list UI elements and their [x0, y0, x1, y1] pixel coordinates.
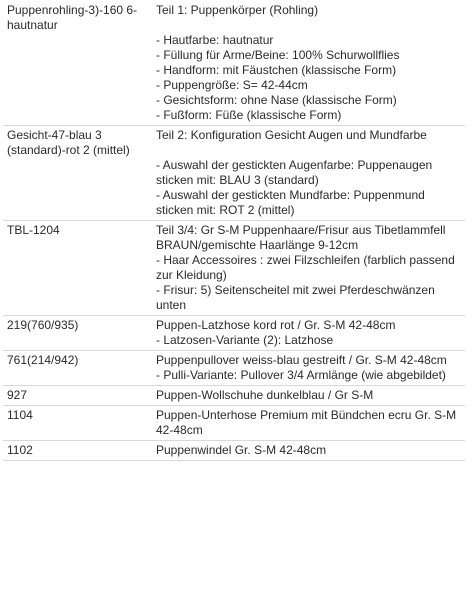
table-row [3, 126, 465, 221]
table-row [3, 441, 465, 461]
description-line: - Auswahl der gestickten Augenfarbe: Puppenaugen sticken mit: BLAU 3 (standard) [156, 158, 433, 187]
description-line: Puppenwindel Gr. S-M 42-48cm [156, 443, 327, 457]
description-line: Teil 2: Konfiguration Gesicht Augen und Mundfarbe [156, 128, 427, 142]
order-items-table [3, 1, 465, 461]
table-row [3, 1, 465, 126]
table-row [3, 221, 465, 316]
description-line: Teil 3/4: Gr S-M Puppenhaare/Frisur aus Tibetlammfell BRAUN/gemischte Haarlänge 9-12cm [156, 223, 446, 252]
item-code: 927 [7, 388, 28, 402]
table-row [3, 316, 465, 351]
table-row [3, 386, 465, 406]
item-code: 1102 [7, 443, 33, 457]
item-code: 219(760/935) [7, 318, 79, 332]
description-line: - Pulli-Variante: Pullover 3/4 Armlänge (wie abgebildet) [156, 368, 446, 382]
item-description [151, 1, 465, 125]
description-line: Teil 1: Puppenkörper (Rohling) [156, 3, 319, 17]
description-spacer [156, 143, 459, 158]
description-line: Puppen-Unterhose Premium mit Bündchen ecru Gr. S-M 42-48cm [156, 408, 457, 437]
item-code: TBL-1204 [7, 223, 60, 237]
description-line: Puppenpullover weiss-blau gestreift / Gr. S-M 42-48cm [156, 353, 447, 367]
item-code: Puppenrohling-3)-160 6-hautnatur [7, 3, 138, 32]
table-row [3, 406, 465, 441]
description-line: - Fußform: Füße (klassische Form) [156, 108, 342, 122]
description-line: Puppen-Latzhose kord rot / Gr. S-M 42-48cm [156, 318, 396, 332]
description-line: - Frisur: 5) Seitenscheitel mit zwei Pferdeschwänzen unten [156, 283, 435, 312]
description-line: - Haar Accessoires : zwei Filzschleifen (farblich passend zur Kleidung) [156, 253, 455, 282]
item-description [151, 126, 465, 220]
description-line: - Füllung für Arme/Beine: 100% Schurwollflies [156, 48, 400, 62]
description-line: - Latzosen-Variante (2): Latzhose [156, 333, 334, 347]
description-line: - Handform: mit Fäustchen (klassische Form) [156, 63, 397, 77]
description-line: - Puppengröße: S= 42-44cm [156, 78, 308, 92]
item-code: 1104 [7, 408, 33, 422]
item-description [151, 221, 465, 315]
item-description [151, 351, 465, 385]
description-line: - Auswahl der gestickten Mundfarbe: Puppenmund sticken mit: ROT 2 (mittel) [156, 188, 425, 217]
table-row [3, 351, 465, 386]
item-description [151, 386, 465, 405]
description-line: Puppen-Wollschuhe dunkelblau / Gr S-M [156, 388, 374, 402]
item-description [151, 441, 465, 460]
description-spacer [156, 18, 459, 33]
description-line: - Gesichtsform: ohne Nase (klassische Form) [156, 93, 397, 107]
item-description [151, 316, 465, 350]
item-code: Gesicht-47-blau 3 (standard)-rot 2 (mittel) [7, 128, 130, 157]
description-line: - Hautfarbe: hautnatur [156, 33, 274, 47]
item-description [151, 406, 465, 440]
item-code: 761(214/942) [7, 353, 79, 367]
